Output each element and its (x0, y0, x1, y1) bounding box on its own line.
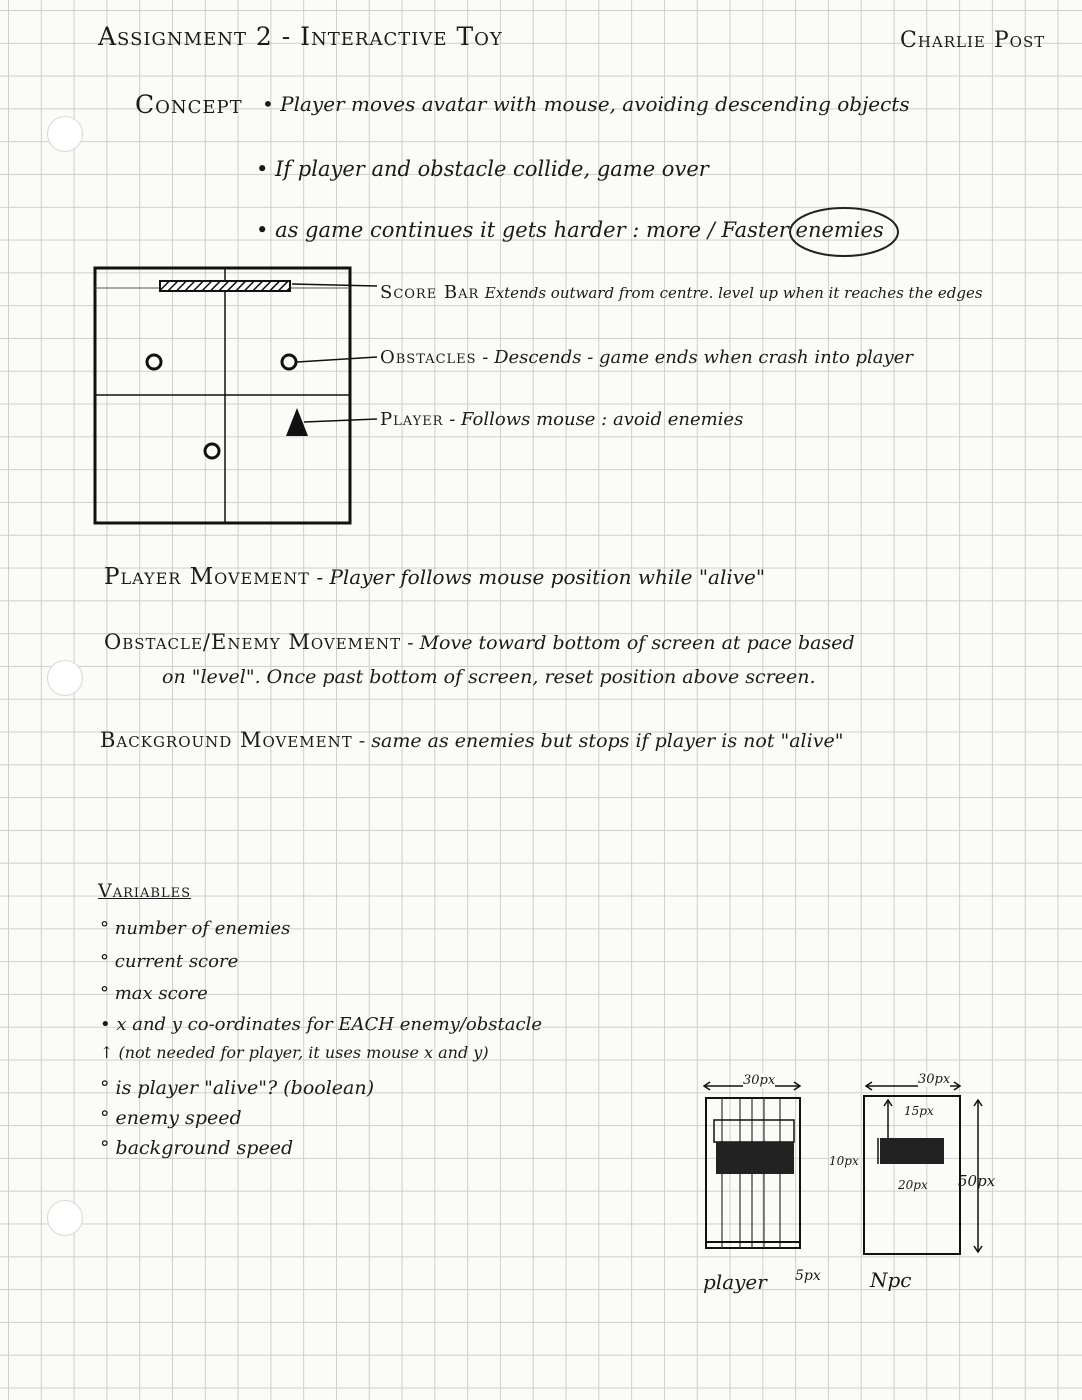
concept-bullet-3: • as game continues it gets harder : more / Faster enemies (256, 218, 884, 242)
player-sprite-name: player (703, 1270, 767, 1294)
variable-item-2: ° current score (100, 951, 239, 972)
enemy-movement-desc: - Move toward bottom of screen at pace based (407, 632, 855, 654)
obstacles-desc: - Descends - game ends when crash into player (482, 347, 913, 368)
concept-bullet-2-text: If player and obstacle collide, game over (275, 157, 709, 181)
punch-hole-middle (47, 660, 83, 696)
player-bottom-label: 5px (795, 1268, 821, 1284)
variable-item-4: • x and y co-ordinates for EACH enemy/obstacle (100, 1014, 542, 1035)
npc-width-label: 30px (918, 1072, 951, 1087)
variable-item-1-text: number of enemies (114, 918, 291, 939)
variable-item-6: ° is player "alive"? (boolean) (100, 1077, 374, 1099)
author-name: Charlie Post (900, 28, 1046, 53)
concept-bullet-3-text: as game continues it gets harder : more / Faster enemies (275, 218, 884, 242)
npc-bar-label: 20px (898, 1178, 928, 1192)
background-movement-desc: - same as enemies but stops if player is not "alive" (358, 730, 844, 752)
obstacle-circle-1 (147, 355, 161, 369)
variable-item-8-text: background speed (115, 1137, 294, 1159)
concept-label: Concept (135, 90, 243, 119)
obstacle-circle-2 (282, 355, 296, 369)
enemy-movement-line-2: on "level". Once past bottom of screen, reset position above screen. (162, 666, 816, 688)
variable-item-5-text: (not needed for player, it uses mouse x and y) (118, 1043, 489, 1062)
concept-bullet-1: • Player moves avatar with mouse, avoiding descending objects (262, 92, 910, 116)
variable-item-3: ° max score (100, 983, 208, 1004)
npc-sprite-sketch (860, 1080, 1020, 1260)
variable-item-7: ° enemy speed (100, 1107, 242, 1129)
punch-hole-top (47, 116, 83, 152)
variable-item-2-text: current score (114, 951, 239, 972)
variable-item-7-text: enemy speed (115, 1107, 242, 1129)
score-bar-desc: Extends outward from centre. level up when it reaches the edges (484, 284, 983, 302)
variable-item-1: ° number of enemies (100, 918, 291, 939)
score-bar-label: Score Bar (380, 282, 480, 303)
player-annotation (380, 409, 743, 430)
faster-circle (784, 205, 904, 265)
background-movement-line (100, 728, 843, 752)
variables-heading: Variables (98, 880, 192, 902)
variable-item-3-text: max score (114, 983, 208, 1004)
variable-item-8: ° background speed (100, 1137, 294, 1159)
player-width-label: 30px (743, 1073, 776, 1088)
score-bar-annotation (380, 282, 983, 303)
npc-height-label: 50px (958, 1172, 996, 1190)
npc-sprite-name: Npc (870, 1268, 912, 1292)
game-sketch (92, 264, 362, 529)
obstacles-label: Obstacles (380, 347, 477, 368)
player-movement-line (104, 564, 765, 590)
concept-bullet-1-text: Player moves avatar with mouse, avoiding descending objects (280, 92, 910, 116)
variable-item-5: ↑ (not needed for player, it uses mouse x and y) (100, 1043, 489, 1062)
background-movement-label: Background Movement (100, 728, 353, 752)
page-title: Assignment 2 - Interactive Toy (98, 22, 503, 51)
concept-bullet-2: • If player and obstacle collide, game over (256, 157, 709, 181)
player-movement-desc: - Player follows mouse position while "alive" (316, 565, 766, 589)
npc-side-label: 10px (829, 1154, 859, 1168)
enemy-movement-line (104, 630, 855, 654)
punch-hole-bottom (47, 1200, 83, 1236)
obstacle-circle-3 (205, 444, 219, 458)
variable-item-6-text: is player "alive"? (boolean) (115, 1077, 374, 1099)
variable-item-4-text: x and y co-ordinates for EACH enemy/obstacle (116, 1014, 542, 1035)
player-label: Player (380, 409, 444, 430)
player-movement-label: Player Movement (104, 564, 310, 590)
score-bar (160, 281, 290, 291)
enemy-movement-label: Obstacle/Enemy Movement (104, 630, 402, 654)
obstacles-annotation (380, 347, 913, 368)
player-desc: - Follows mouse : avoid enemies (449, 409, 744, 430)
player-sprite-sketch (700, 1082, 810, 1252)
npc-top-label: 15px (904, 1104, 934, 1118)
